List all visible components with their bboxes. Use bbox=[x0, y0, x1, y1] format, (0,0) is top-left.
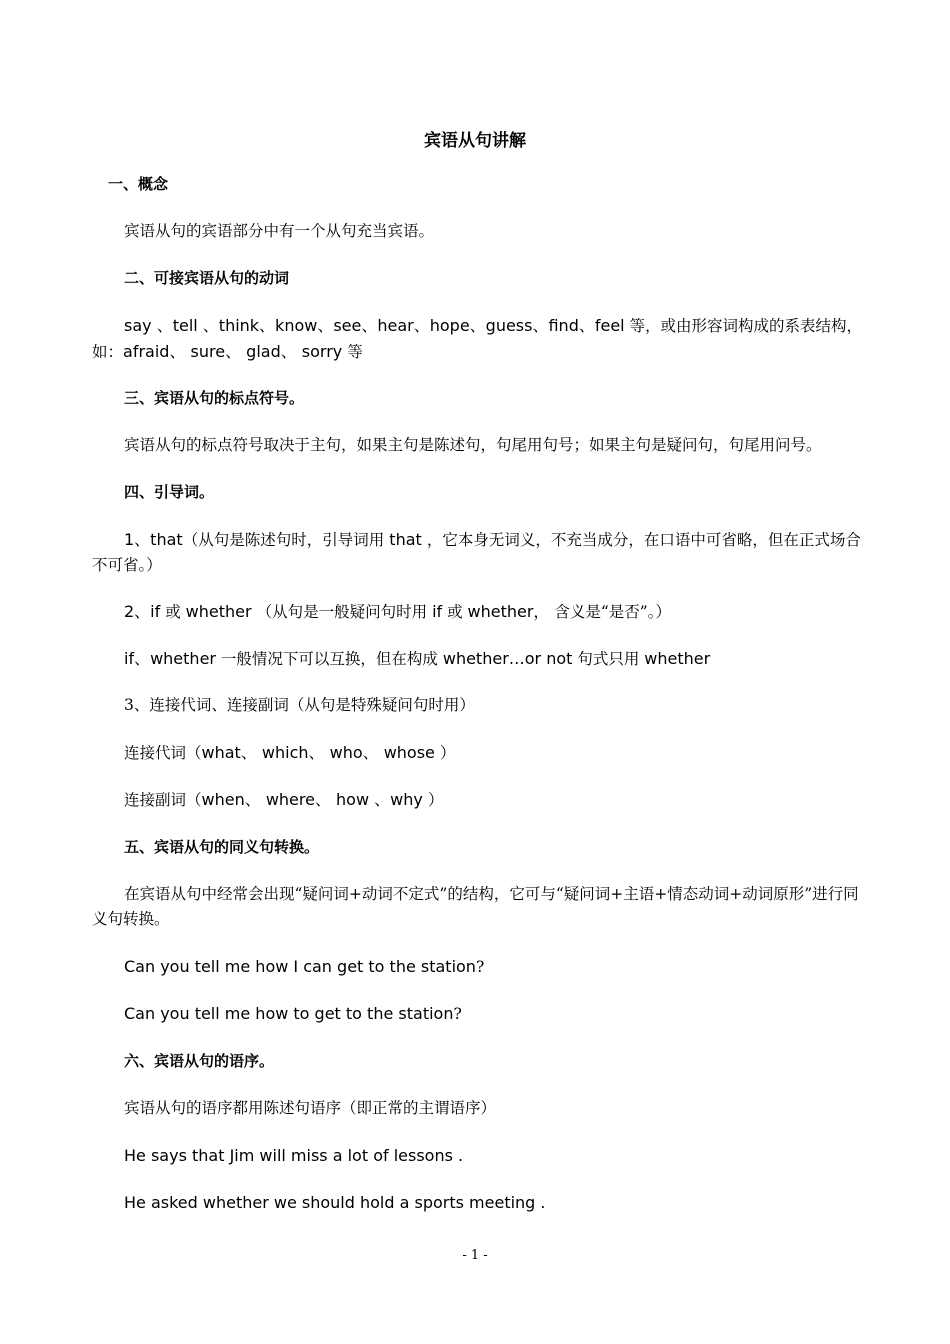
pronouns-list: what、 which、 who、 whose bbox=[201, 743, 440, 762]
verbs-line-1 bbox=[124, 313, 862, 339]
section-3-text: 宾语从句的标点符号取决于主句，如果主句是陈述句，句尾用句号；如果主句是疑问句，句尾用问号。 bbox=[124, 436, 822, 454]
section-6-text: 宾语从句的语序都用陈述句语序（即正常的主谓语序） bbox=[124, 1099, 497, 1117]
example-4: He asked whether we should hold a sports meeting . bbox=[124, 1193, 546, 1212]
example-2-text: Can you tell me how to get to the station bbox=[124, 1004, 454, 1023]
that-paragraph bbox=[92, 527, 867, 578]
adverbs-list: when、 where、 how 、why bbox=[201, 790, 428, 809]
verbs-line-2 bbox=[92, 339, 363, 365]
adverbs-close: ） bbox=[427, 791, 444, 809]
verbs-note: 等，或由形容词构成的系表结构， bbox=[624, 317, 863, 335]
interchange-note-a: 一般情况下可以互换，但在构成 bbox=[216, 650, 443, 668]
that-label: 1、that bbox=[124, 530, 183, 549]
adverbs-label: 连接副词（ bbox=[124, 791, 202, 809]
example-1-mark: ? bbox=[475, 958, 485, 976]
if-label: 2、if bbox=[124, 602, 161, 621]
adverbs-line bbox=[124, 787, 443, 813]
if-whether-words: if、whether bbox=[124, 649, 216, 668]
that-note-a: （从句是陈述句时，引导词用 bbox=[182, 531, 385, 549]
example-2-mark: ? bbox=[453, 1005, 462, 1023]
section-1-heading: 一、概念 bbox=[108, 175, 169, 193]
whether-or-not: whether…or not bbox=[442, 649, 573, 668]
verbs-list: say 、tell 、think、know、see、hear、hope、guess、find、feel bbox=[124, 316, 625, 335]
pronouns-line bbox=[124, 740, 456, 766]
interchange-line bbox=[124, 646, 710, 672]
section-2-heading: 二、可接宾语从句的动词 bbox=[124, 269, 290, 287]
if-note-a: （从句是一般疑问句时用 bbox=[256, 603, 433, 621]
page-title: 宾语从句讲解 bbox=[424, 131, 526, 151]
example-1-text: Can you tell me how I can get to the station bbox=[124, 957, 476, 976]
section-4-heading: 四、引导词。 bbox=[124, 483, 215, 501]
section-6-heading: 六、宾语从句的语序。 bbox=[124, 1052, 275, 1070]
example-2 bbox=[124, 1001, 462, 1027]
section-3-heading: 三、宾语从句的标点符号。 bbox=[124, 389, 305, 407]
or-word: 或 bbox=[160, 603, 186, 621]
connectives-line: 3、连接代词、连接副词（从句是特殊疑问句时用） bbox=[124, 696, 475, 714]
whether-label: whether bbox=[185, 602, 257, 621]
example-prefix: 如： bbox=[92, 343, 124, 361]
that-note-b: ，它本身无词义，不充当成分，在口语中可省略，但在正式场合不可省。） bbox=[92, 531, 861, 574]
interchange-note-b: 句式只用 bbox=[572, 650, 645, 668]
that-word: that bbox=[384, 530, 427, 549]
or-word-2: 或 bbox=[442, 603, 468, 621]
verbs-etc: 等 bbox=[342, 343, 363, 361]
pronouns-label: 连接代词（ bbox=[124, 744, 202, 762]
section-5-text: 在宾语从句中经常会出现“疑问词+动词不定式”的结构，它可与“疑问词+主语+情态动词+动词原形”进行同义句转换。 bbox=[92, 885, 859, 928]
if-word: if bbox=[432, 602, 443, 621]
section-5-heading: 五、宾语从句的同义句转换。 bbox=[124, 838, 320, 856]
whether-word: whether， bbox=[467, 602, 550, 621]
if-whether-line bbox=[124, 599, 671, 625]
adjective-list: afraid、 sure、 glad、 sorry bbox=[123, 342, 343, 361]
example-3: He says that Jim will miss a lot of lessons . bbox=[124, 1146, 464, 1165]
example-1 bbox=[124, 954, 484, 980]
section-1-text: 宾语从句的宾语部分中有一个从句充当宾语。 bbox=[124, 222, 435, 240]
if-note-b: 含义是“是否”。） bbox=[549, 603, 671, 621]
whether-only: whether bbox=[644, 649, 711, 668]
pronouns-close: ） bbox=[440, 744, 456, 762]
page-number: - 1 - bbox=[462, 1248, 488, 1263]
